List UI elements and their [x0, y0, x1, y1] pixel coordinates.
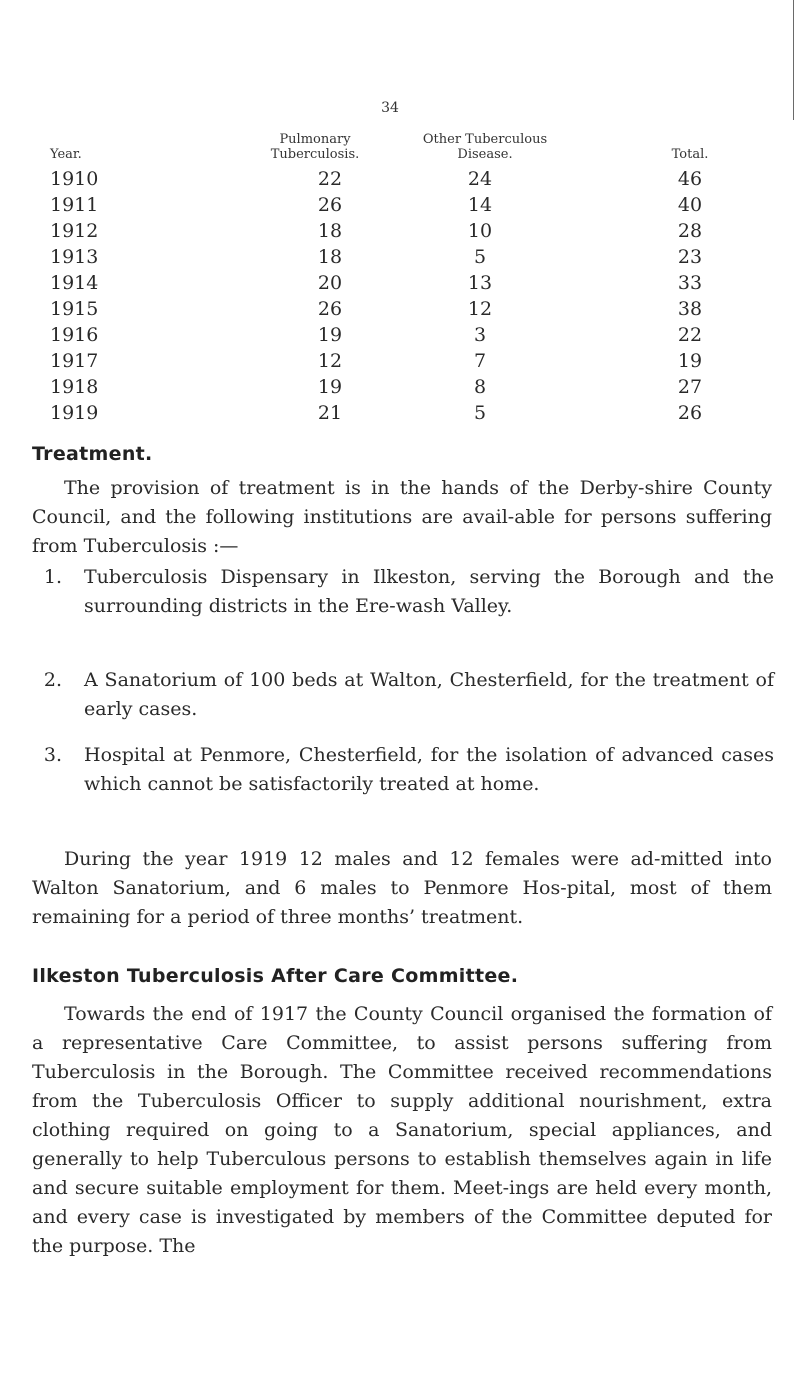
cell-pulmonary: 21	[317, 402, 343, 424]
cell-pulmonary: 26	[317, 298, 343, 320]
cell-other: 12	[467, 298, 493, 320]
cell-total: 28	[677, 220, 703, 242]
cell-pulmonary: 20	[317, 272, 343, 294]
header-other-line1: Other Tuberculous	[422, 132, 548, 147]
list-item-number: 2.	[43, 669, 62, 691]
table-row	[0, 244, 800, 270]
cell-pulmonary: 12	[317, 350, 343, 372]
cell-total: 38	[677, 298, 703, 320]
cell-pulmonary: 22	[317, 168, 343, 190]
cell-year: 1914	[50, 272, 99, 294]
cell-other: 14	[467, 194, 493, 216]
cell-total: 33	[677, 272, 703, 294]
cell-total: 19	[677, 350, 703, 372]
cell-year: 1916	[50, 324, 99, 346]
header-other	[395, 132, 575, 162]
cell-year: 1915	[50, 298, 99, 320]
committee-paragraph: Towards the end of 1917 the County Council organised the formation of a representative Care Committee, to assist persons suffering from Tuberculosis in the Borough. The Committee received recommendations from the Tuberculosis Officer to supply additional nourishment, extra clothing required on going to a Sanatorium, special appliances, and generally to help Tuberculous persons to establish themselves again in life and secure suitable employment for them. Meet-ings are held every month, and every case is investigated by members of the Committee deputed for the purpose. The	[32, 1003, 772, 1257]
header-total: Total.	[671, 147, 709, 162]
cell-total: 23	[677, 246, 703, 268]
header-year: Year.	[50, 147, 82, 162]
cell-pulmonary: 18	[317, 220, 343, 242]
cell-other: 5	[473, 246, 487, 268]
list-item-number: 1.	[43, 566, 62, 588]
header-pulmonary	[255, 132, 375, 162]
cell-year: 1918	[50, 376, 99, 398]
cell-total: 27	[677, 376, 703, 398]
page-number: 34	[381, 100, 399, 116]
header-pulmonary-line1: Pulmonary	[279, 132, 351, 147]
cell-other: 3	[473, 324, 487, 346]
table-row	[0, 374, 800, 400]
cell-year: 1912	[50, 220, 99, 242]
list-item-text: Tuberculosis Dispensary in Ilkeston, serving the Borough and the surrounding districts in the Ere-wash Valley.	[84, 566, 774, 617]
page-edge-line	[793, 0, 794, 120]
table-row	[0, 296, 800, 322]
cell-pulmonary: 26	[317, 194, 343, 216]
cell-year: 1913	[50, 246, 99, 268]
cell-other: 24	[467, 168, 493, 190]
cell-year: 1911	[50, 194, 99, 216]
header-other-line2: Disease.	[457, 147, 513, 162]
cell-total: 40	[677, 194, 703, 216]
cell-other: 7	[473, 350, 487, 372]
cell-other: 5	[473, 402, 487, 424]
admissions-paragraph: During the year 1919 12 males and 12 females were ad-mitted into Walton Sanatorium, and 6 males to Penmore Hos-pital, most of them remaining for a period of three months’ treatment.	[32, 848, 772, 928]
treatment-intro-paragraph: The provision of treatment is in the hands of the Derby-shire County Council, and the following institutions are avail-able for persons suffering from Tuberculosis :—	[32, 477, 772, 557]
list-item-text: Hospital at Penmore, Chesterfield, for the isolation of advanced cases which cannot be satisfactorily treated at home.	[84, 744, 774, 795]
cell-pulmonary: 19	[317, 324, 343, 346]
cell-year: 1917	[50, 350, 99, 372]
table-row	[0, 218, 800, 244]
table-row	[0, 400, 800, 426]
treatment-heading: Treatment.	[32, 443, 153, 465]
table-row	[0, 270, 800, 296]
committee-heading: Ilkeston Tuberculosis After Care Committee.	[32, 965, 519, 987]
cell-total: 46	[677, 168, 703, 190]
cell-other: 13	[467, 272, 493, 294]
list-item-text: A Sanatorium of 100 beds at Walton, Chesterfield, for the treatment of early cases.	[84, 669, 774, 720]
list-item-number: 3.	[43, 744, 62, 766]
cell-year: 1919	[50, 402, 99, 424]
cell-total: 26	[677, 402, 703, 424]
table-row	[0, 322, 800, 348]
table-row	[0, 348, 800, 374]
cell-year: 1910	[50, 168, 99, 190]
cell-total: 22	[677, 324, 703, 346]
cell-pulmonary: 19	[317, 376, 343, 398]
table-row	[0, 166, 800, 192]
header-pulmonary-line2: Tuberculosis.	[270, 147, 360, 162]
cell-other: 8	[473, 376, 487, 398]
table-row	[0, 192, 800, 218]
cell-pulmonary: 18	[317, 246, 343, 268]
cell-other: 10	[467, 220, 493, 242]
